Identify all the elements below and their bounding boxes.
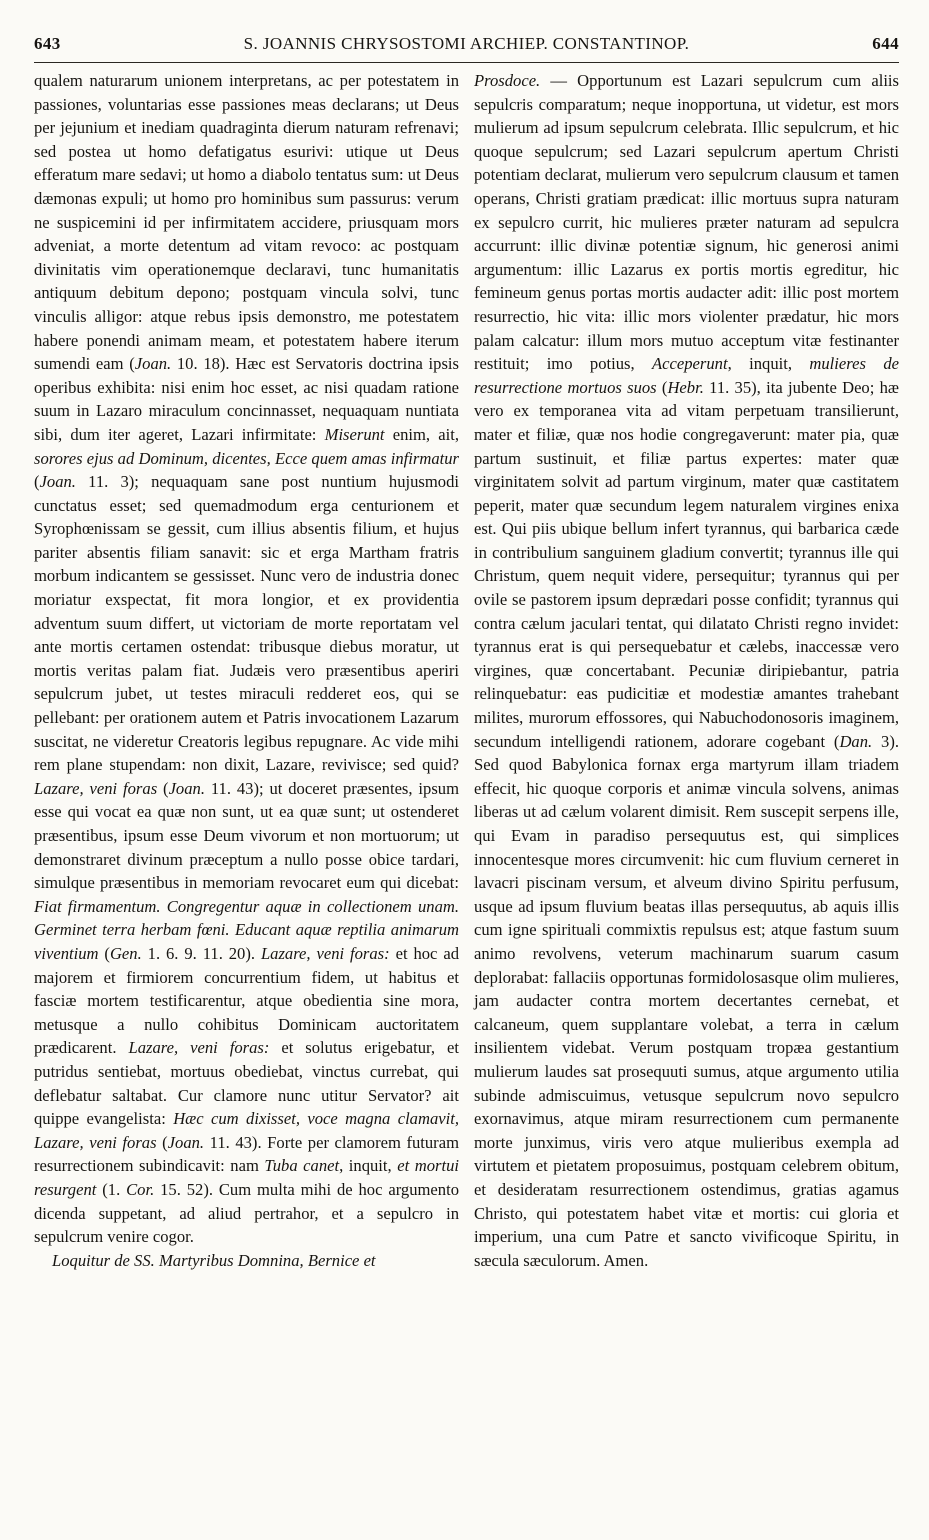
left-column — [34, 69, 459, 1272]
text-run: 15. 52). Cum multa mihi de hoc argumento dicenda suppetant, ad aliud pertrahor, et a sepulcro in sepulcrum venire cogor. — [34, 1179, 459, 1247]
text-run: , inquit, — [727, 354, 810, 374]
text-run: (1. — [96, 1179, 127, 1199]
paragraph — [34, 1249, 459, 1273]
text-run: — Opportunum est Lazari sepulcrum cum aliis sepulcris comparatum; neque inopportuna, ut videtur, est mors mulierum ad ipsum sepulcrum celebrata. Illic sepulcrum, et hic quoque sepulcrum; sed Lazari sepulcrum apertum Christi potentiam declarat, mulierum vero sepulcrum clausum et tamen operans, Christi gratiam prædicat: illic mortuus supra naturam ex sepulcro currit, hic mulieres præter naturam ad sepulcra accurrunt: illic divinæ potentiæ signum, hic generosi animi argumentum: illic Lazarus ex portis mortis egreditur, hic femineum genus portas mortis audacter adit: illic post mortem resurrectio, hic vita: illic mors violenter prædatur, hic mors palam calcatur: illum mors mutuo acceptum vitæ festinanter restituit; imo potius, — [474, 71, 899, 374]
text-run: 11. 3); nequaquam sane post nuntium hujusmodi cunctatus esset; sed quemadmodum erga centurionem et Syrophœnissam se gessit, cum illius absentis filium, et hujus pariter absentis filiam sanavit: sic et erga Martham fratris morbum indicantem se gessisset. Nunc vero de industria donec moriatur exspectat, fit mora longior, et ex providentia adventum suum differt, ut victoriam de morte reportatam vel ante mortis certamen ostendat: tribusque diebus moratur, ut mortis veritas palam fiat. Judæis vero præsentibus aperiri sepulcrum jubet, ut testes miraculi redderet eos, qui se pellebant: per orationem autem et Patris invocationem Lazarum suscitat, ne videretur Creatoris legibus repugnare. Ac vide mihi rem plane stupendam: non dixit, Lazare, revivisce; sed quid? — [34, 472, 459, 775]
right-column — [474, 69, 899, 1272]
text-run: , inquit, — [339, 1156, 398, 1176]
italic-text-run: Gen. — [109, 943, 142, 963]
text-run: qualem naturarum unionem interpretans, ac per potestatem in passiones, voluntarias esse passiones meas declarans; ut Deus per jejunium et inediam quadraginta dierum naturam refrenavi; sed postea ut homo defatigatus esurivi: utique ut Deus efferatum mare sedavi; ut homo a diabolo tentatus sum: ut Deus dæmonas expuli; ut homo pro hominibus sum passurus: verum ne suspicemini id per infirmitatem accidere, priusquam mors adveniat, a morte detentum ad vitam revoco: ac postquam divinitatis vim operationemque declaravi, tunc humanitatis antiquum debitum depono; postquam vincula solvi, tunc vinculis alligor: atque rebus ipsis demonstro, me potestatem habere ponendi animam meam, et potestatem habere iterum sumendi eam ( — [34, 71, 459, 374]
running-title: S. JOANNIS CHRYSOSTOMI ARCHIEP. CONSTANTINOP. — [243, 34, 690, 53]
text-run: ( — [157, 778, 169, 798]
italic-text-run: Lazare, veni foras — [34, 778, 158, 798]
italic-text-run: Joan. — [39, 472, 76, 492]
header-rule — [34, 62, 899, 63]
italic-text-run: Loquitur de SS. Martyribus Domnina, Bernice et — [52, 1250, 376, 1270]
text-run: enim, ait, — [384, 424, 460, 444]
italic-text-run: Dan. — [839, 731, 873, 751]
italic-text-run: Joan. — [168, 778, 205, 798]
text-columns — [34, 69, 899, 1272]
text-run: 11. 43). Forte per clamorem futuram resurrectionem subindicavit: nam — [34, 1132, 459, 1176]
italic-text-run: Prosdoce. — [474, 71, 541, 90]
italic-text-run: Joan. — [134, 354, 172, 374]
text-run: 11. 35), ita jubente Deo; hæ vero ex temporanea vita ad vitam perpetuam transilierunt, mater et filiæ, quæ nos hodie congregaverunt: mater pia, quæ partum sustinuit, et filiæ partus expertes: mater quæ virginitatem solvit ad partum virginum, mater quæ castitatem peperit, mater quæ secundum legem naturalem virgines enixa est. Qui piis ubique bellum infert tyrannus, qui barbarica cæde in contribulium sanguinem gladium convertit; tyrannus ille qui Christum, quem nequit videre, persequitur; tyrannus qui per ovile se pastorem ipsum deprædari posse confidit; tyrannus qui contra cælum jaculari tentat, qui dilatato Christi regno invidet: tyrannus erat is qui persequebatur et cælebs, inaccessæ vero virgines, quæ concertabant. Pecuniæ diripiebantur, patria relinquebatur: eas pudicitiæ et modestiæ amantes trahebant milites, murorum effossores, qui Nabuchodonosoris imaginem, secundum intelligendi rationem, adorare cogebant ( — [474, 377, 899, 751]
italic-text-run: Hæc cum dixisset, voce magna clamavit, Lazare, veni foras — [34, 1109, 459, 1152]
italic-text-run: Tuba canet — [264, 1156, 340, 1176]
italic-text-run: Cor. — [126, 1179, 155, 1199]
text-run: et solutus erigebatur, et putridus sentiebat, mortuus obediebat, vinctus currebat, qui deflebatur saltabat. Cur clamore nunc utitur Servator? ait quippe evangelista: — [34, 1038, 460, 1129]
text-run: ( — [156, 1132, 168, 1152]
page-number-left: 643 — [34, 34, 61, 53]
italic-text-run: Fiat firmamentum. Congregentur aquæ in collectionem unam. Germinet terra herbam fœni. Educant aquæ reptilia animarum viventium — [34, 896, 459, 963]
text-run: 10. 18). Hæc est Servatoris doctrina ipsis operibus exhibita: nisi enim hoc esset, ac nisi quadam ratione suum in Lazaro miraculum concinnasset, nequaquam nuntiata sibi, dum iter ageret, Lazari infirmitate: — [34, 354, 459, 444]
italic-text-run: Hebr. — [667, 377, 704, 397]
running-header — [34, 34, 899, 60]
italic-text-run: mulieres de resurrectione mortuos suos — [474, 354, 899, 397]
italic-text-run: Acceperunt — [652, 354, 728, 374]
italic-text-run: Miserunt — [324, 424, 385, 444]
italic-text-run: Lazare, veni foras: — [260, 943, 390, 963]
text-run: 3). Sed quod Babylonica fornax erga martyrum illam triadem effecit, hic quoque corporis et animæ vincula solvens, animas liberas ut ad cælum volarent dimisit. Rem suscepit serpens ille, qui Evam in paradiso persequutus est, qui simplices innocentesque mores circumvenit: hic cum fluvium cerneret in lavacri piscinam versum, et alveum divino Spiritu perfusum, usque ad ipsum fluvium beatas illas persequutus, ab aquis illis cum igne spirituali commixtis repulsus est; atque fastum suum animo revolvens, veterum machinarum suarum casum deplorabat: fallaciis opportunas formidolosasque olim mulieres, jam audacter contra mortem decertantes cernebat, et calcaneum, quem supplantare volebat, a terra in cælum insilientem videbat. Verum postquam tropæa gestantium mulierum laudes sat prosequuti sumus, atque argumento utilia subinde admiscuimus, vetusque sepulcrum novo sepulcro exornavimus, atque miram resurrectionem cum permanente morte junximus, viris vero atque mulieribus exempla ad virtutem et pietatem proposuimus, postquam celebrem obitum, et desideratam resurrectionem ostendimus, gratias agamus Christo, qui potestatem habet vitæ et mortis: cui gloria et imperium, una cum Patre et sancto vivificoque Spiritu, in sæcula sæculorum. Amen. — [474, 731, 899, 1270]
text-run: et hoc ad majorem et firmiorem concurrentium fidem, ut habitus et fasciæ mortem testificarentur, atque obedientia sine mora, metusque a nullo cohibitus Dominicam auctoritatem prædicarent. — [34, 943, 459, 1058]
paragraph — [474, 69, 899, 1272]
italic-text-run: Joan. — [167, 1132, 205, 1152]
page-number-right: 644 — [872, 34, 899, 53]
text-run: ( — [656, 377, 668, 397]
text-run: ( — [98, 943, 110, 963]
italic-text-run: et mortui resurgent — [34, 1156, 459, 1199]
paragraph — [34, 69, 459, 1249]
italic-text-run: sorores ejus ad Dominum, dicentes, Ecce quem amas infirmatur — [34, 448, 459, 468]
text-run: 1. 6. 9. 11. 20). — [141, 943, 261, 963]
text-run: 11. 43); ut doceret præsentes, ipsum esse qui vocat ea quæ non sunt, ut ea quæ sunt; ut ostenderet præsentibus, ipsum esse Deum vivorum et non mortuorum; ut demonstraret divinum præceptum a nullo posse obice tardari, simulque præsentibus in memoriam revocaret eum qui dicebat: — [34, 778, 459, 893]
italic-text-run: Lazare, veni foras: — [128, 1038, 270, 1058]
text-run: ( — [34, 472, 40, 492]
